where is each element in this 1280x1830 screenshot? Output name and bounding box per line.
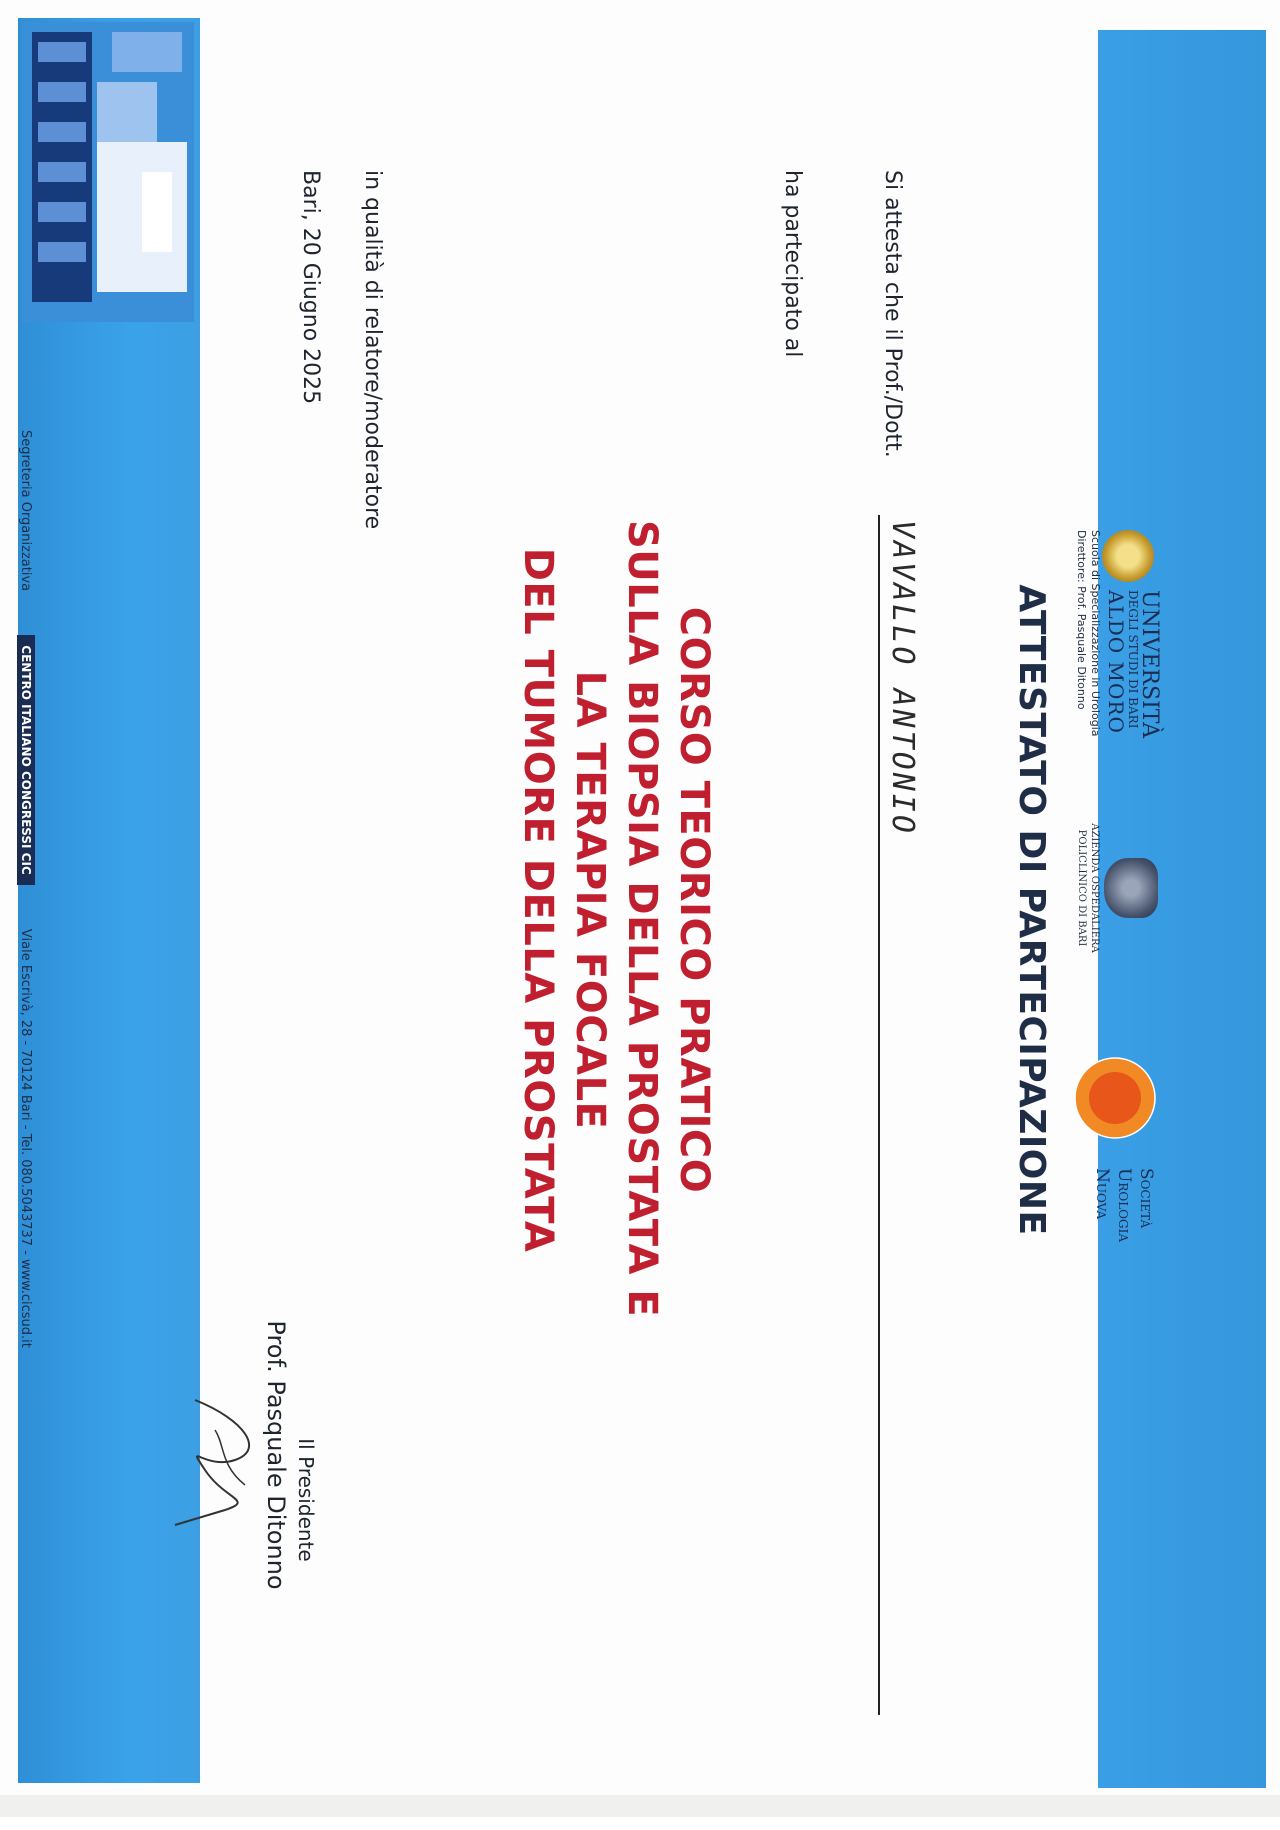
azienda-name-1: AZIENDA OSPEDALIERA (1089, 823, 1100, 953)
certificate-title: ATTESTATO DI PARTECIPAZIONE (1011, 584, 1052, 1236)
sun-logo (1070, 1050, 1160, 1290)
sun-name-1: Società (1136, 1168, 1156, 1229)
course-line: SULLA BIOPSIA DELLA PROSTATA E (619, 520, 665, 1318)
name-underline (878, 515, 880, 1715)
azienda-crest-icon (1104, 858, 1158, 918)
signatory-role: Il Presidente (294, 1438, 318, 1562)
participated-text: ha partecipato al (780, 170, 805, 358)
footer-organizer: CENTRO ITALIANO CONGRESSI CIC (17, 635, 35, 884)
sun-ring-icon (1070, 1050, 1160, 1160)
handwritten-signature (165, 1390, 285, 1530)
role-text: in qualità di relatore/moderatore (360, 170, 385, 530)
university-logo (1070, 530, 1160, 790)
footer-secretariat: Segreteria Organizzativa (18, 430, 33, 592)
place-date: Bari, 20 Giugno 2025 (298, 170, 323, 405)
university-seal-icon (1102, 530, 1154, 582)
university-name-2: DEGLI STUDI DI BARI (1126, 590, 1140, 729)
course-line: CORSO TEORICO PRATICO (671, 606, 717, 1194)
footer-contact: Viale Escrivà, 28 - 70124 Bari - Tel. 080.5043737 - www.cicsud.it (18, 928, 33, 1348)
course-title (512, 520, 720, 1318)
sun-name-3: Nuova (1092, 1168, 1112, 1220)
attest-text: Si attesta che il Prof./Dott. (880, 170, 905, 458)
azienda-name-2: POLICLINICO DI BARI (1076, 829, 1087, 947)
signatory-name: Prof. Pasquale Ditonno (262, 1320, 290, 1590)
school-name: Scuola di Specializzazione in Urologia (1089, 530, 1102, 737)
sun-name-2: Urologia (1114, 1168, 1134, 1242)
course-line: LA TERAPIA FOCALE (567, 670, 613, 1130)
participant-name: VAVALLO ANTONIO (885, 520, 920, 836)
university-name-3: ALDO MORO (1104, 590, 1128, 734)
logo-row (1070, 530, 1160, 1290)
course-line: DEL TUMORE DELLA PROSTATA (515, 547, 561, 1253)
university-name-1: UNIVERSITÀ (1137, 590, 1162, 739)
school-director: Direttore: Prof. Pasquale Ditonno (1075, 530, 1088, 710)
azienda-logo (1070, 818, 1160, 988)
footer (17, 430, 35, 1830)
